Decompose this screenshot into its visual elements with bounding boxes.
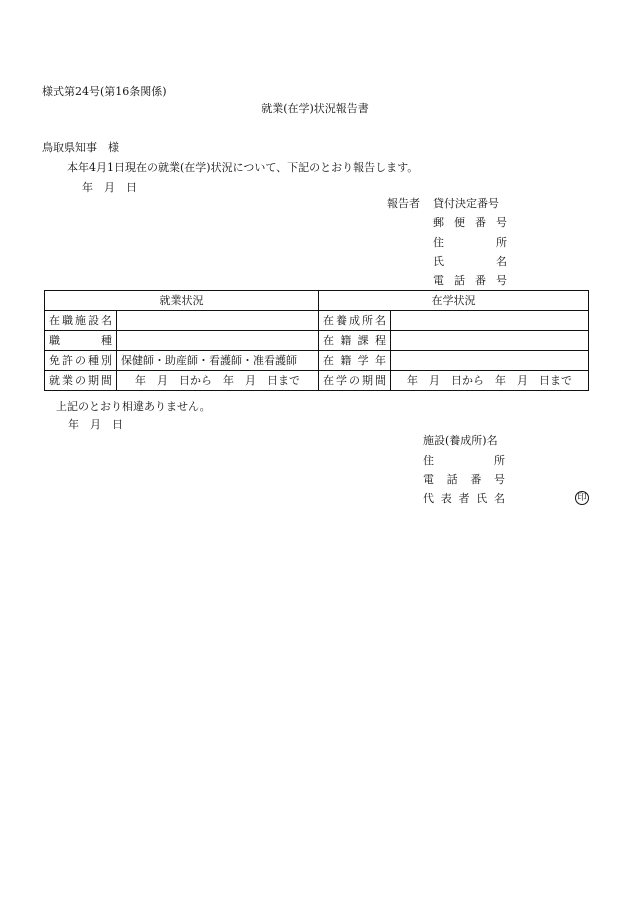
row-label: 在籍課程 bbox=[319, 331, 391, 351]
reporter-label: 報告者 bbox=[387, 197, 420, 210]
reporter-row-address bbox=[433, 237, 507, 248]
reporter-field-label: 住所 bbox=[433, 236, 507, 249]
row-label: 在養成所名 bbox=[319, 311, 391, 331]
seal-mark: 印 bbox=[575, 491, 589, 505]
reporter-row-name bbox=[433, 256, 507, 267]
row-value[interactable]: 保健師・助産師・看護師・准看護師 bbox=[117, 351, 319, 371]
facility-row-representative bbox=[423, 493, 505, 504]
row-label: 職種 bbox=[45, 331, 117, 351]
body-text: 本年4月1日現在の就業(在学)状況について、下記のとおり報告します。 bbox=[67, 161, 419, 174]
facility-field-label: 施設(養成所)名 bbox=[423, 434, 498, 447]
table-row bbox=[45, 371, 589, 391]
table-row bbox=[45, 331, 589, 351]
reporter-field-label: 電話番号 bbox=[433, 274, 507, 287]
table-header-row bbox=[45, 291, 589, 311]
status-table bbox=[44, 290, 589, 391]
table-row bbox=[45, 311, 589, 331]
row-value[interactable] bbox=[117, 311, 319, 331]
row-label: 在職施設名 bbox=[45, 311, 117, 331]
row-label: 就業の期間 bbox=[45, 371, 117, 391]
row-value[interactable] bbox=[391, 331, 589, 351]
closing-date: 年 月 日 bbox=[68, 418, 123, 431]
row-label: 在学の期間 bbox=[319, 371, 391, 391]
addressee: 鳥取県知事 様 bbox=[42, 141, 119, 154]
facility-row-address bbox=[423, 455, 505, 466]
reporter-row-phone bbox=[433, 275, 507, 286]
row-label: 在籍学年 bbox=[319, 351, 391, 371]
closing-statement: 上記のとおり相違ありません。 bbox=[56, 400, 211, 413]
facility-field-label: 代表者氏名 bbox=[423, 492, 505, 505]
row-value[interactable]: 年 月 日から 年 月 日まで bbox=[117, 371, 319, 391]
reporter-row-loan-number bbox=[387, 198, 499, 209]
reporter-field-label: 貸付決定番号 bbox=[433, 197, 499, 210]
facility-field-label: 電話番号 bbox=[423, 473, 505, 486]
facility-row-phone bbox=[423, 474, 505, 485]
employment-status-header: 就業状況 bbox=[45, 291, 319, 311]
reporter-field-label: 氏名 bbox=[433, 255, 507, 268]
form-number: 様式第24号(第16条関係) bbox=[42, 85, 167, 98]
row-value[interactable] bbox=[117, 331, 319, 351]
reporter-row-postal bbox=[433, 217, 507, 228]
facility-field-label: 住所 bbox=[423, 454, 505, 467]
table-row bbox=[45, 351, 589, 371]
reporter-field-label: 郵便番号 bbox=[433, 216, 507, 229]
report-date: 年 月 日 bbox=[82, 181, 137, 194]
row-value[interactable] bbox=[391, 351, 589, 371]
row-label: 免許の種別 bbox=[45, 351, 117, 371]
facility-row-name bbox=[423, 435, 498, 446]
row-value[interactable]: 年 月 日から 年 月 日まで bbox=[391, 371, 589, 391]
document-title: 就業(在学)状況報告書 bbox=[261, 102, 369, 115]
row-value[interactable] bbox=[391, 311, 589, 331]
enrollment-status-header: 在学状況 bbox=[319, 291, 589, 311]
